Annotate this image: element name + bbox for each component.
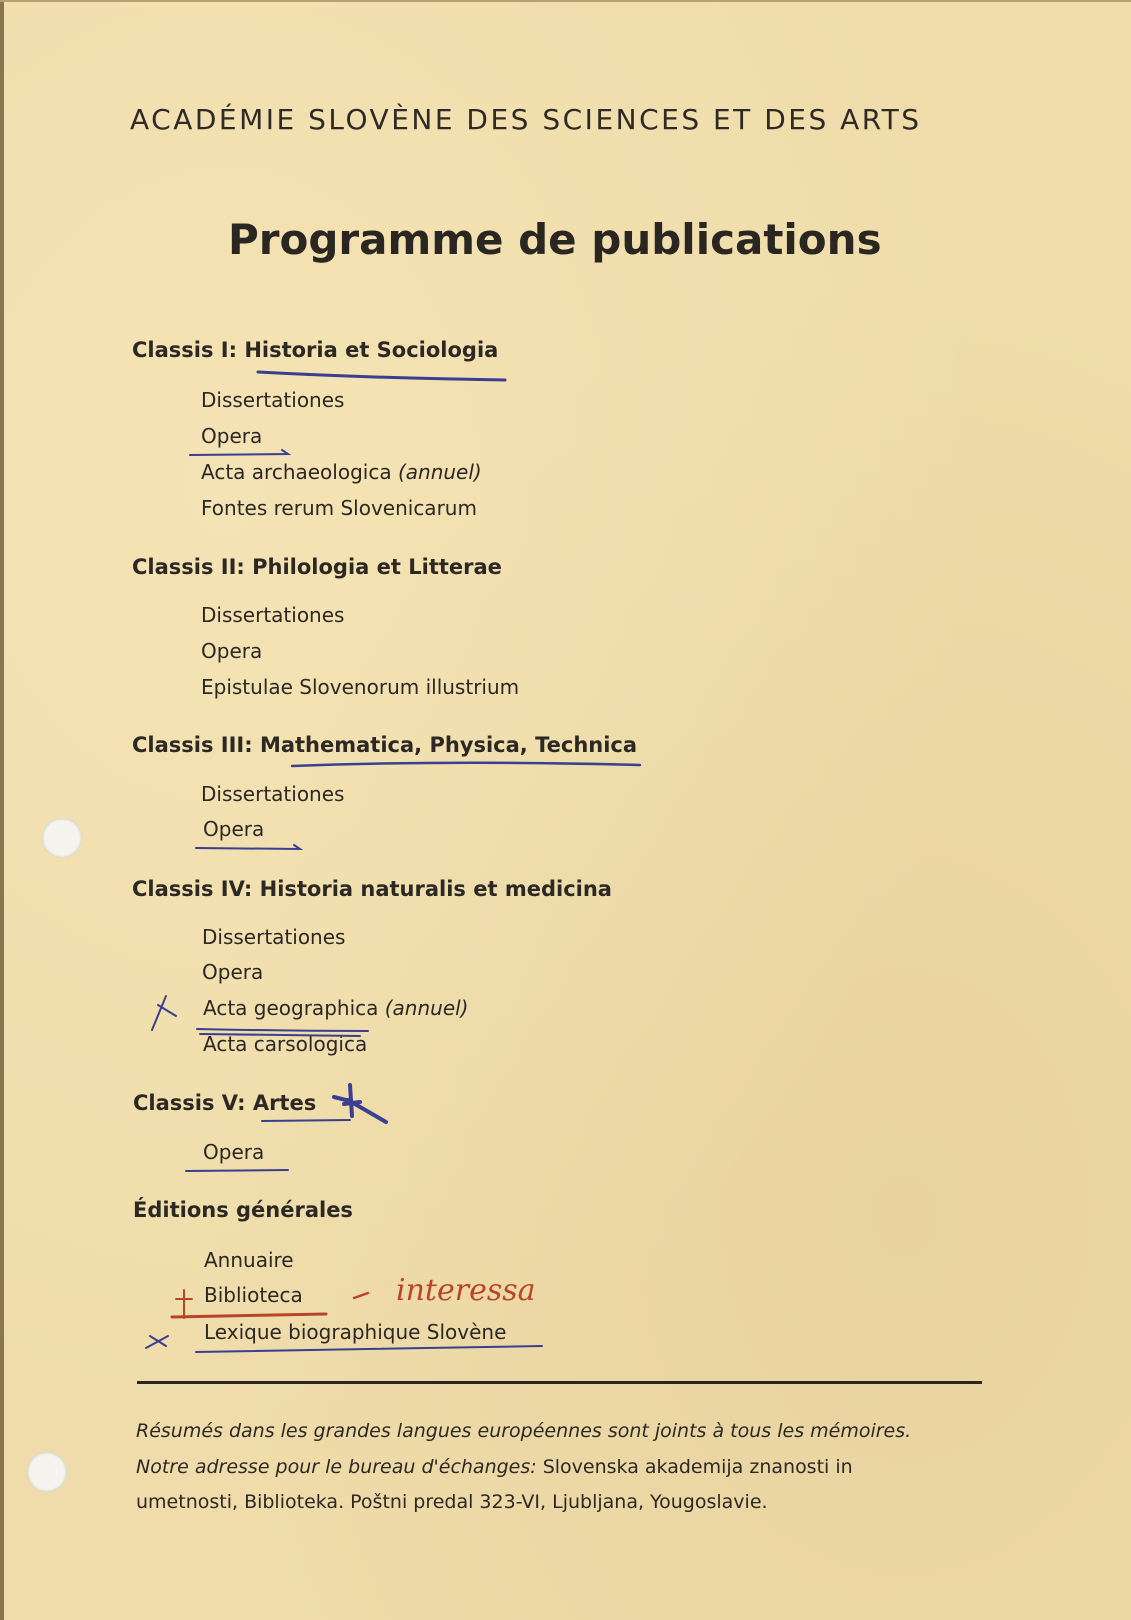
plus-mark-biblioteca [176,1290,192,1318]
underline-class-5-opera [186,1170,288,1171]
class-4-name: Historia naturalis et medicina [259,877,612,901]
class-2-item: Opera [201,639,263,663]
class-1-item: Dissertationes [201,388,345,412]
item-title: Acta archaeologica [201,460,392,484]
check-mark-artes [334,1085,386,1122]
item-note: (annuel) [397,460,482,484]
class-4-label: Classis IV: [132,877,253,901]
class-4-item: Opera [202,960,264,984]
footer-address-start: Slovenska akademija znanosti in [542,1456,853,1478]
class-3-item: Dissertationes [201,782,345,806]
general-item: Lexique biographique Slovène [204,1320,507,1344]
underline-class-5-name [262,1120,350,1121]
underline-class-3-opera [196,845,300,849]
class-1-label: Classis I: [132,338,237,362]
class-2-item: Epistulae Slovenorum illustrium [201,675,520,699]
footer-line-3: umetnosti, Biblioteka. Poštni predal 323-VI, Ljubljana, Yougoslavie. [136,1491,768,1513]
item-title: Acta geographica [203,996,379,1020]
class-5-item: Opera [203,1140,265,1164]
page-title: Programme de publications [228,215,882,264]
class-5-label: Classis V: [133,1091,246,1115]
class-3-item: Opera [203,817,265,841]
class-1-item: Opera [201,424,263,448]
class-4-item: Dissertationes [202,925,346,949]
cross-mark-lexique [146,1336,168,1348]
underline-lexique [196,1346,542,1352]
class-2-label: Classis II: [132,555,245,579]
class-5-name: Artes [252,1091,317,1115]
class-3-name: Mathematica, Physica, Technica [259,733,638,757]
underline-class-3-name [292,763,640,766]
cross-mark-acta-geographica [152,996,176,1030]
class-1-name: Historia et Sociologia [244,338,499,362]
underline-biblioteca-red [172,1314,326,1317]
underline-class-1-name [258,372,505,380]
underline-acta-geographica [197,1029,368,1036]
item-note: (annuel) [384,996,469,1020]
underline-class-1-opera [190,450,288,455]
class-4-item: Acta carsologica [203,1032,368,1056]
handwritten-annotation: interessa [396,1273,536,1308]
class-2-item: Dissertationes [201,603,345,627]
general-item: Annuaire [204,1248,294,1272]
class-2-name: Philologia et Litterae [252,555,502,579]
dash-mark-red [354,1293,368,1298]
class-3-label: Classis III: [132,733,253,757]
class-1-item: Fontes rerum Slovenicarum [201,496,477,520]
footer-address-label: Notre adresse pour le bureau d'échanges: [136,1456,537,1478]
general-item: Biblioteca [204,1283,303,1307]
general-editions-heading: Éditions générales [133,1198,353,1222]
academy-header: ACADÉMIE SLOVÈNE DES SCIENCES ET DES ARTS [130,103,922,136]
footer-resumes-note: Résumés dans les grandes langues européennes sont joints à tous les mémoires. [136,1420,912,1442]
